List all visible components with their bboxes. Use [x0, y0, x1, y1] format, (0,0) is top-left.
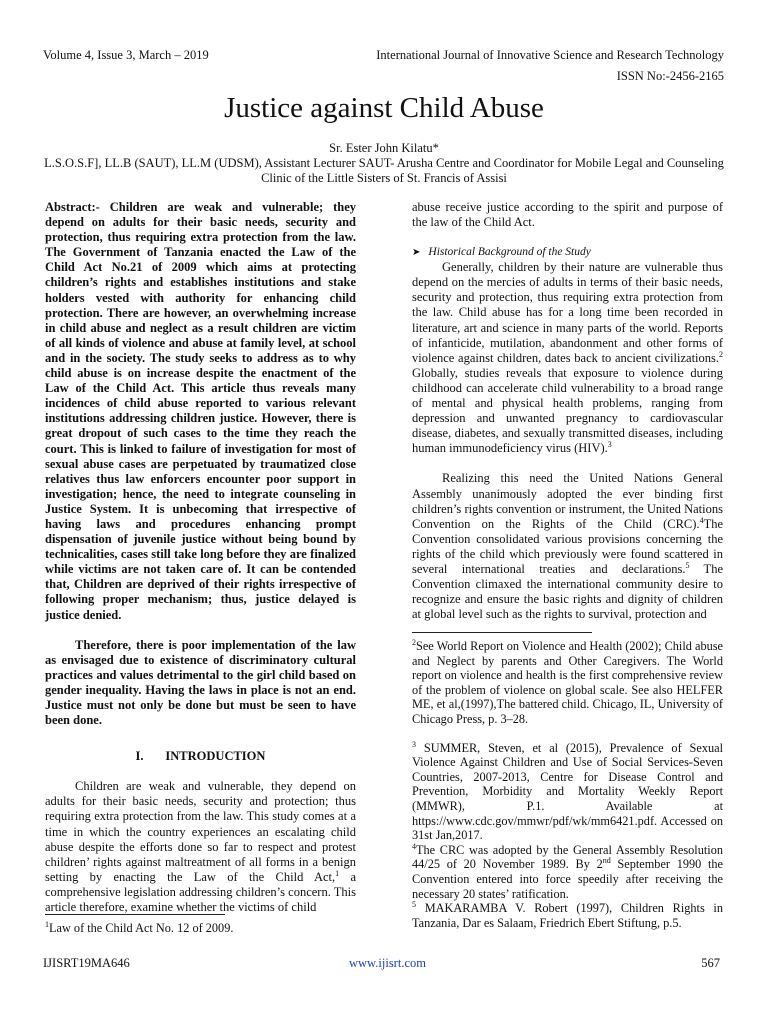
abstract: Abstract:- Children are weak and vulnerable; they depend on adults for their basic needs, security and protection, thus requiring extra protection from the law. The Government of Tanzania enacted the Law of the Child Act No.21 of 2009 which aims at protecting children’s rights and establishes institutions and stake holders vested with authority for enhancing child protection. There are however, an overwhelming increase in child abuse and neglect as a result children are victim of all kinds of violence and abuse at family level, at school and in the society. The study seeks to address as to why child abuse is on increase despite the enactment of the Law of the Child Act. This article thus reveals many incidences of child abuse reported to various relevant institutions addressing children justice. However, there is great dropout of such cases to the time they reach the court. This is linked to failure of investigation for most of sexual abuse cases are perpetuated by traumatized close relatives thus law enforcers encounter poor support in investigation; hence, the need to integrate counseling in Justice System. It is unbecoming that irrespective of having laws and procedures enhancing prompt dispensation of juvenile justice without being bound by technicalities, cases still take long before they are finalized while victims are not taken care of. It can be contended that, Children are deprived of their rights irrespective of following proper mechanism; thus, justice delayed is justice denied. [45, 200, 356, 622]
paper-title: Justice against Child Abuse [224, 92, 544, 124]
footnote-divider-right [412, 632, 592, 633]
page-number: 567 [701, 956, 720, 970]
abstract-paragraph-2: Therefore, there is poor implementation of the law as envisaged due to existence of discriminatory cultural practices and values detrimental to the girl child based on gender inequality. Having the laws in place is not an end. Justice must not only be done but must be seen to have been done. [45, 637, 356, 728]
issn: ISSN No:-2456-2165 [616, 69, 724, 83]
left-column [45, 200, 356, 915]
right-footnotes [412, 639, 723, 930]
footnote-4: $^4$The CRC was adopted by the General Assembly Resolution 44/25 of 20 November 1989. By 2nd September 1990 the Convention entered into force speedily after receiving the necessary 20 states’ ratification. [412, 841, 723, 901]
footnote-3: $^3$ SUMMER, Steven, et al (2015), Prevalence of Sexual Violence Against Children and Use of Social Services-Seven Countries, 2007-2013, Centre for Disease Control and Prevention, Morbidity and Mortality Weekly Report (MMWR), P.1. Available at https://www.cdc.gov/mmwr/pdf/wk/mm6421.pdf. Accessed on 31st Jan,2017. [412, 739, 723, 843]
journal-name: International Journal of Innovative Science and Research Technology [376, 48, 724, 62]
right-column [412, 200, 723, 622]
footnote-divider-left [45, 914, 225, 915]
historical-paragraph: Generally, children by their nature are vulnerable thus depend on the mercies of adults in terms of their basic needs, security and protection, thus requiring extra protection from the law. Child abuse has for a long time been recorded in literature, art and science in many parts of the world. Reports of infanticide, mutilation, abandonment and other forms of violence against children, dates back to ancient civilizations.$^2$ Globally, studies reveals that exposure to violence during childhood can accelerate child vulnerability to a broad range of mental and physical health problems, ranging from depression and unwanted pregnancy to cardiovascular disease, diabetes, and sexually transmitted diseases, including human immunodeficiency virus (HIV).$^3$ [412, 260, 723, 456]
paper-id: IJISRT19MA646 [43, 956, 130, 970]
author-name: Sr. Ester John Kilatu* [329, 141, 439, 155]
footnote-5: $^5$ MAKARAMBA V. Robert (1997), Children Rights in Tanzania, Dar es Salaam, Friedrich Ebert Stiftung, p.5. [412, 900, 723, 930]
author-block [40, 141, 728, 186]
footnote-1: $^1$Law of the Child Act No. 12 of 2009. [45, 919, 234, 935]
author-affiliation: L.S.O.S.F], LL.B (SAUT), LL.M (UDSM), Assistant Lecturer SAUT- Arusha Centre and Coordinator for Mobile Legal and Counseling Clinic of the Little Sisters of St. Francis of Assisi [44, 156, 724, 185]
volume-info: Volume 4, Issue 3, March – 2019 [43, 48, 209, 62]
footnote-2: $^2$See World Report on Violence and Health (2002); Child abuse and Neglect by parents and Other Caregivers. The World report on violence and health is the first comprehensive review of the problem of violence on global scale. See also HELFER ME, et al,(1997),The battered child. Chicago, IL, University of Chicago Press, p. 3–28. [412, 637, 723, 726]
arrowhead-bullet-icon: ➤ [412, 247, 421, 259]
continuation-text: abuse receive justice according to the spirit and purpose of the law of the Child Act. [412, 200, 723, 230]
un-convention-paragraph: Realizing this need the United Nations General Assembly unanimously adopted the ever binding first children’s rights convention or instrument, the United Nations Convention on the Rights of the Child (CRC).$^4$The Convention consolidated various provisions concerning the rights of the child which previously were found scattered in several international treaties and declarations.$^5$ The Convention climaxed the international community desire to recognize and ensure the basic rights and dignity of children at global level such as the rights to survival, protection and [412, 471, 723, 622]
website-link[interactable]: www.ijisrt.com [349, 956, 426, 970]
introduction-heading: I. INTRODUCTION [135, 749, 266, 764]
footnote-ref-1: 1 [335, 868, 340, 878]
introduction-paragraph: Children are weak and vulnerable, they depend on adults for their basic needs, security and protection; thus requiring extra protection from the law. This study comes at a time in which the country experiences an escalating child abuse despite the efforts done so far to respect and protest children’ rights against maltreatment of all forms in a benign setting by enacting the Law of the Child Act,$^1$ a comprehensive legislation addressing children’s concern. This article therefore, examine whether the victims of child [45, 779, 356, 915]
subheading-historical-background: ➤ Historical Background of the Study [412, 246, 591, 259]
